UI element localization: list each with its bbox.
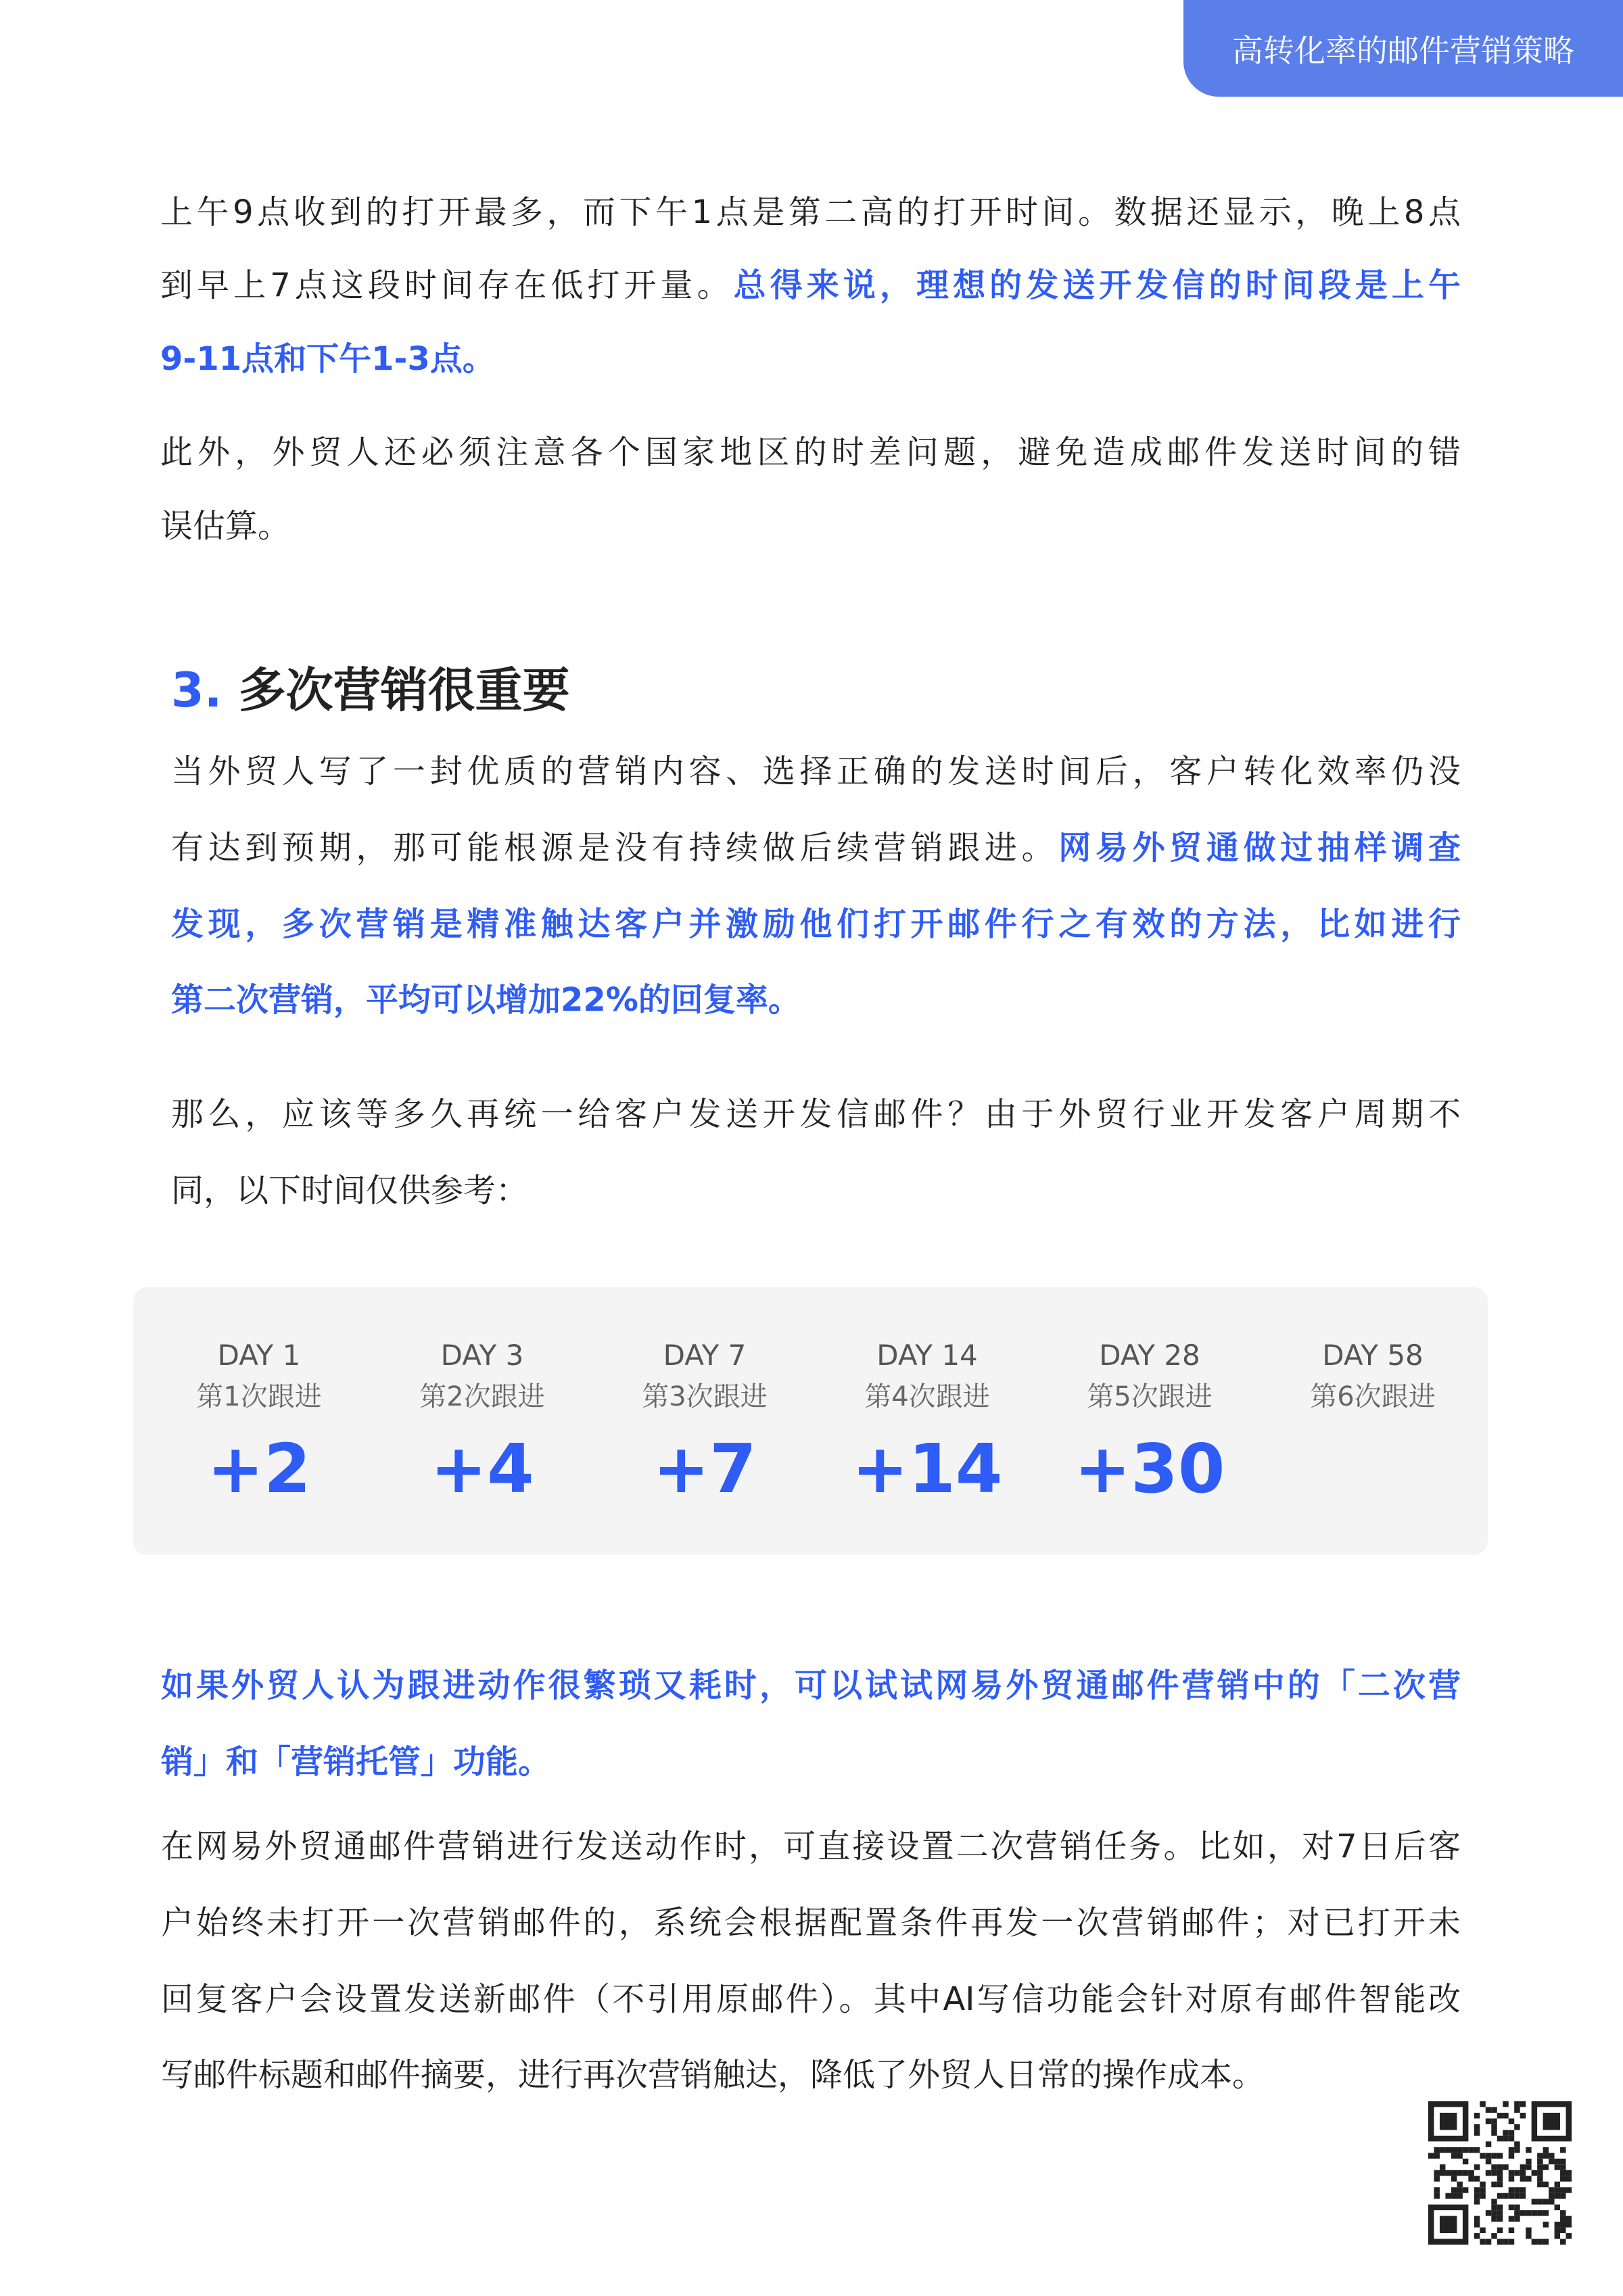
- p4-line-1: 那么，应该等多久再统一给客户发送开发信邮件？由于外贸行业开发客户周期不: [171, 1095, 1461, 1133]
- p1-line-3: [160, 339, 495, 379]
- followup-day: DAY 28: [1099, 1339, 1200, 1372]
- heading-text: 多次营销很重要: [238, 663, 570, 718]
- followup-value: +4: [430, 1429, 534, 1508]
- highlight-text: 第二次营销，平均可以增加22%的回复率。: [171, 981, 801, 1019]
- followup-day: DAY 3: [440, 1339, 524, 1372]
- header-title: 高转化率的邮件营销策略: [1232, 32, 1574, 69]
- p2-line-1: 此外，外贸人还必须注意各个国家地区的时差问题，避免造成邮件发送时间的错: [160, 433, 1461, 471]
- header-tab: [1183, 0, 1623, 97]
- p1-line-2: [160, 265, 1461, 306]
- followup-label: 第5次跟进: [1087, 1381, 1213, 1412]
- followup-label: 第6次跟进: [1310, 1381, 1436, 1412]
- p6-line-1: 在网易外贸通邮件营销进行发送动作时，可直接设置二次营销任务。比如，对7日后客: [161, 1827, 1461, 1865]
- p4-line-2: 同，以下时间仅供参考：: [171, 1172, 529, 1210]
- qr-code: [1428, 2101, 1572, 2245]
- highlight-text: 网易外贸通做过抽样调查: [1058, 829, 1461, 867]
- followup-label: 第3次跟进: [642, 1381, 768, 1412]
- p3-line-3: [171, 904, 1461, 944]
- p6-line-4: 写邮件标题和邮件摘要，进行再次营销触达，降低了外贸人日常的操作成本。: [161, 2056, 1265, 2094]
- followup-value: +14: [851, 1429, 1003, 1508]
- p5-line-2: 销」和「营销托管」功能。: [161, 1743, 551, 1781]
- p1-line-1: [160, 192, 1461, 233]
- text: 到早上7点这段时间存在低打开量。: [160, 266, 734, 304]
- p6-line-3: 回复客户会设置发送新邮件（不引用原邮件）。其中AI写信功能会针对原有邮件智能改: [161, 1980, 1461, 2018]
- followup-day: DAY 1: [217, 1339, 301, 1372]
- followup-day: DAY 58: [1322, 1339, 1424, 1372]
- followup-label: 第1次跟进: [196, 1381, 322, 1412]
- p3-line-1: [171, 751, 1461, 792]
- followup-label: 第4次跟进: [864, 1381, 990, 1412]
- followup-value: +30: [1074, 1429, 1225, 1508]
- followup-label: 第2次跟进: [419, 1381, 545, 1412]
- heading-number: 3.: [171, 663, 222, 718]
- text: 当外贸人写了一封优质的营销内容、选择正确的发送时间后，客户转化效率仍没: [171, 752, 1461, 790]
- highlight-text: 发现，多次营销是精准触达客户并激励他们打开邮件行之有效的方法，比如进行: [171, 905, 1461, 943]
- followup-day: DAY 14: [876, 1339, 978, 1372]
- highlight-text: 9-11点和下午1-3点。: [160, 340, 495, 378]
- highlight-text: 总得来说，理想的发送开发信的时间段是上午: [733, 266, 1461, 304]
- p3-line-4: [171, 980, 801, 1020]
- followup-day: DAY 7: [663, 1339, 747, 1372]
- followup-value: +2: [207, 1429, 311, 1508]
- p5-line-1: 如果外贸人认为跟进动作很繁琐又耗时，可以试试网易外贸通邮件营销中的「二次营: [161, 1667, 1461, 1704]
- p3-line-2: [171, 828, 1461, 868]
- followup-value: +7: [653, 1429, 757, 1508]
- text: 有达到预期，那可能根源是没有持续做后续营销跟进。: [171, 829, 1059, 867]
- section-heading: [171, 652, 570, 721]
- text: 上午9点收到的打开最多，而下午1点是第二高的打开时间。数据还显示，晚上8点: [160, 193, 1461, 231]
- p2-line-2: 误估算。: [160, 507, 291, 545]
- p6-line-2: 户始终未打开一次营销邮件的，系统会根据配置条件再发一次营销邮件；对已打开未: [161, 1904, 1461, 1942]
- followup-timeline: [133, 1287, 1488, 1555]
